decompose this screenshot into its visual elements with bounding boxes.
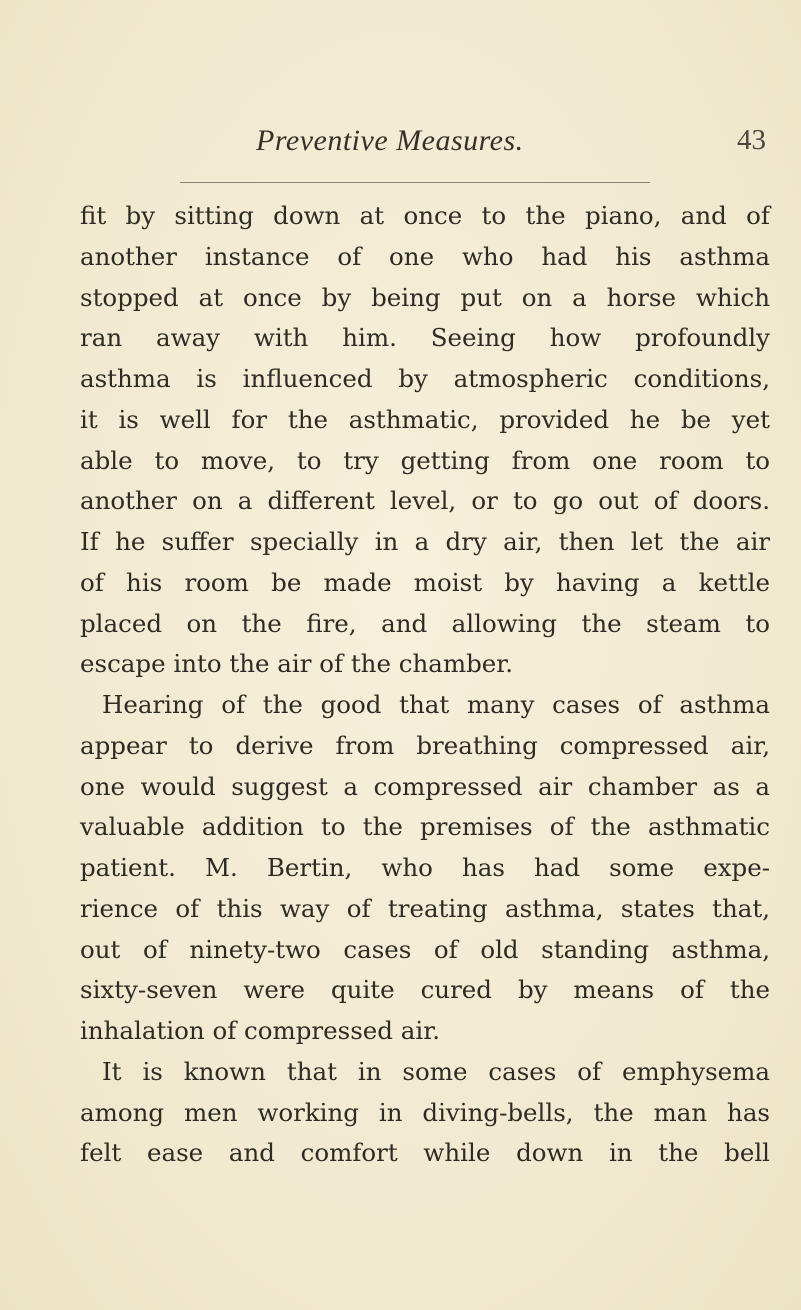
text-line: ran away with him. Seeing how profoundly <box>80 323 770 353</box>
text-line: rience of this way of treating asthma, states that, <box>80 893 770 923</box>
text-line: felt ease and comfort while down in the bell <box>80 1138 770 1168</box>
text-line: among men working in diving-bells, the man has <box>80 1097 770 1127</box>
running-title: Preventive Measures. <box>256 124 524 157</box>
text-line: it is well for the asthmatic, provided he be yet <box>80 404 770 434</box>
text-line: of his room be made moist by having a kettle <box>80 567 770 597</box>
text-line: stopped at once by being put on a horse which <box>80 282 770 312</box>
text-line: another on a different level, or to go out of doors. <box>80 486 770 516</box>
body-text <box>80 196 770 1174</box>
page-number: 43 <box>737 124 766 156</box>
text-line: asthma is influenced by atmospheric conditions, <box>80 364 770 393</box>
text-line: Hearing of the good that many cases of asthma <box>102 690 770 719</box>
text-line: patient. M. Bertin, who has had some expe- <box>80 853 770 882</box>
text-line: another instance of one who had his asthma <box>80 241 770 271</box>
text-line: inhalation of compressed air. <box>80 1016 441 1045</box>
running-head <box>80 124 766 164</box>
text-line: fit by sitting down at once to the piano, and of <box>80 201 770 230</box>
text-line: appear to derive from breathing compressed air, <box>80 730 770 760</box>
text-line: escape into the air of the chamber. <box>80 649 514 679</box>
text-line: placed on the fire, and allowing the steam to <box>80 608 770 638</box>
text-line: It is known that in some cases of emphysema <box>102 1056 770 1086</box>
header-rule <box>180 182 650 183</box>
text-line: valuable addition to the premises of the asthmatic <box>80 812 770 842</box>
text-line: If he suffer specially in a dry air, then let the air <box>80 527 770 556</box>
text-line: out of ninety-two cases of old standing asthma, <box>80 934 770 964</box>
text-line: one would suggest a compressed air chamber as a <box>80 771 770 801</box>
text-line: able to move, to try getting from one room to <box>80 445 770 475</box>
text-line: sixty-seven were quite cured by means of the <box>80 975 770 1005</box>
